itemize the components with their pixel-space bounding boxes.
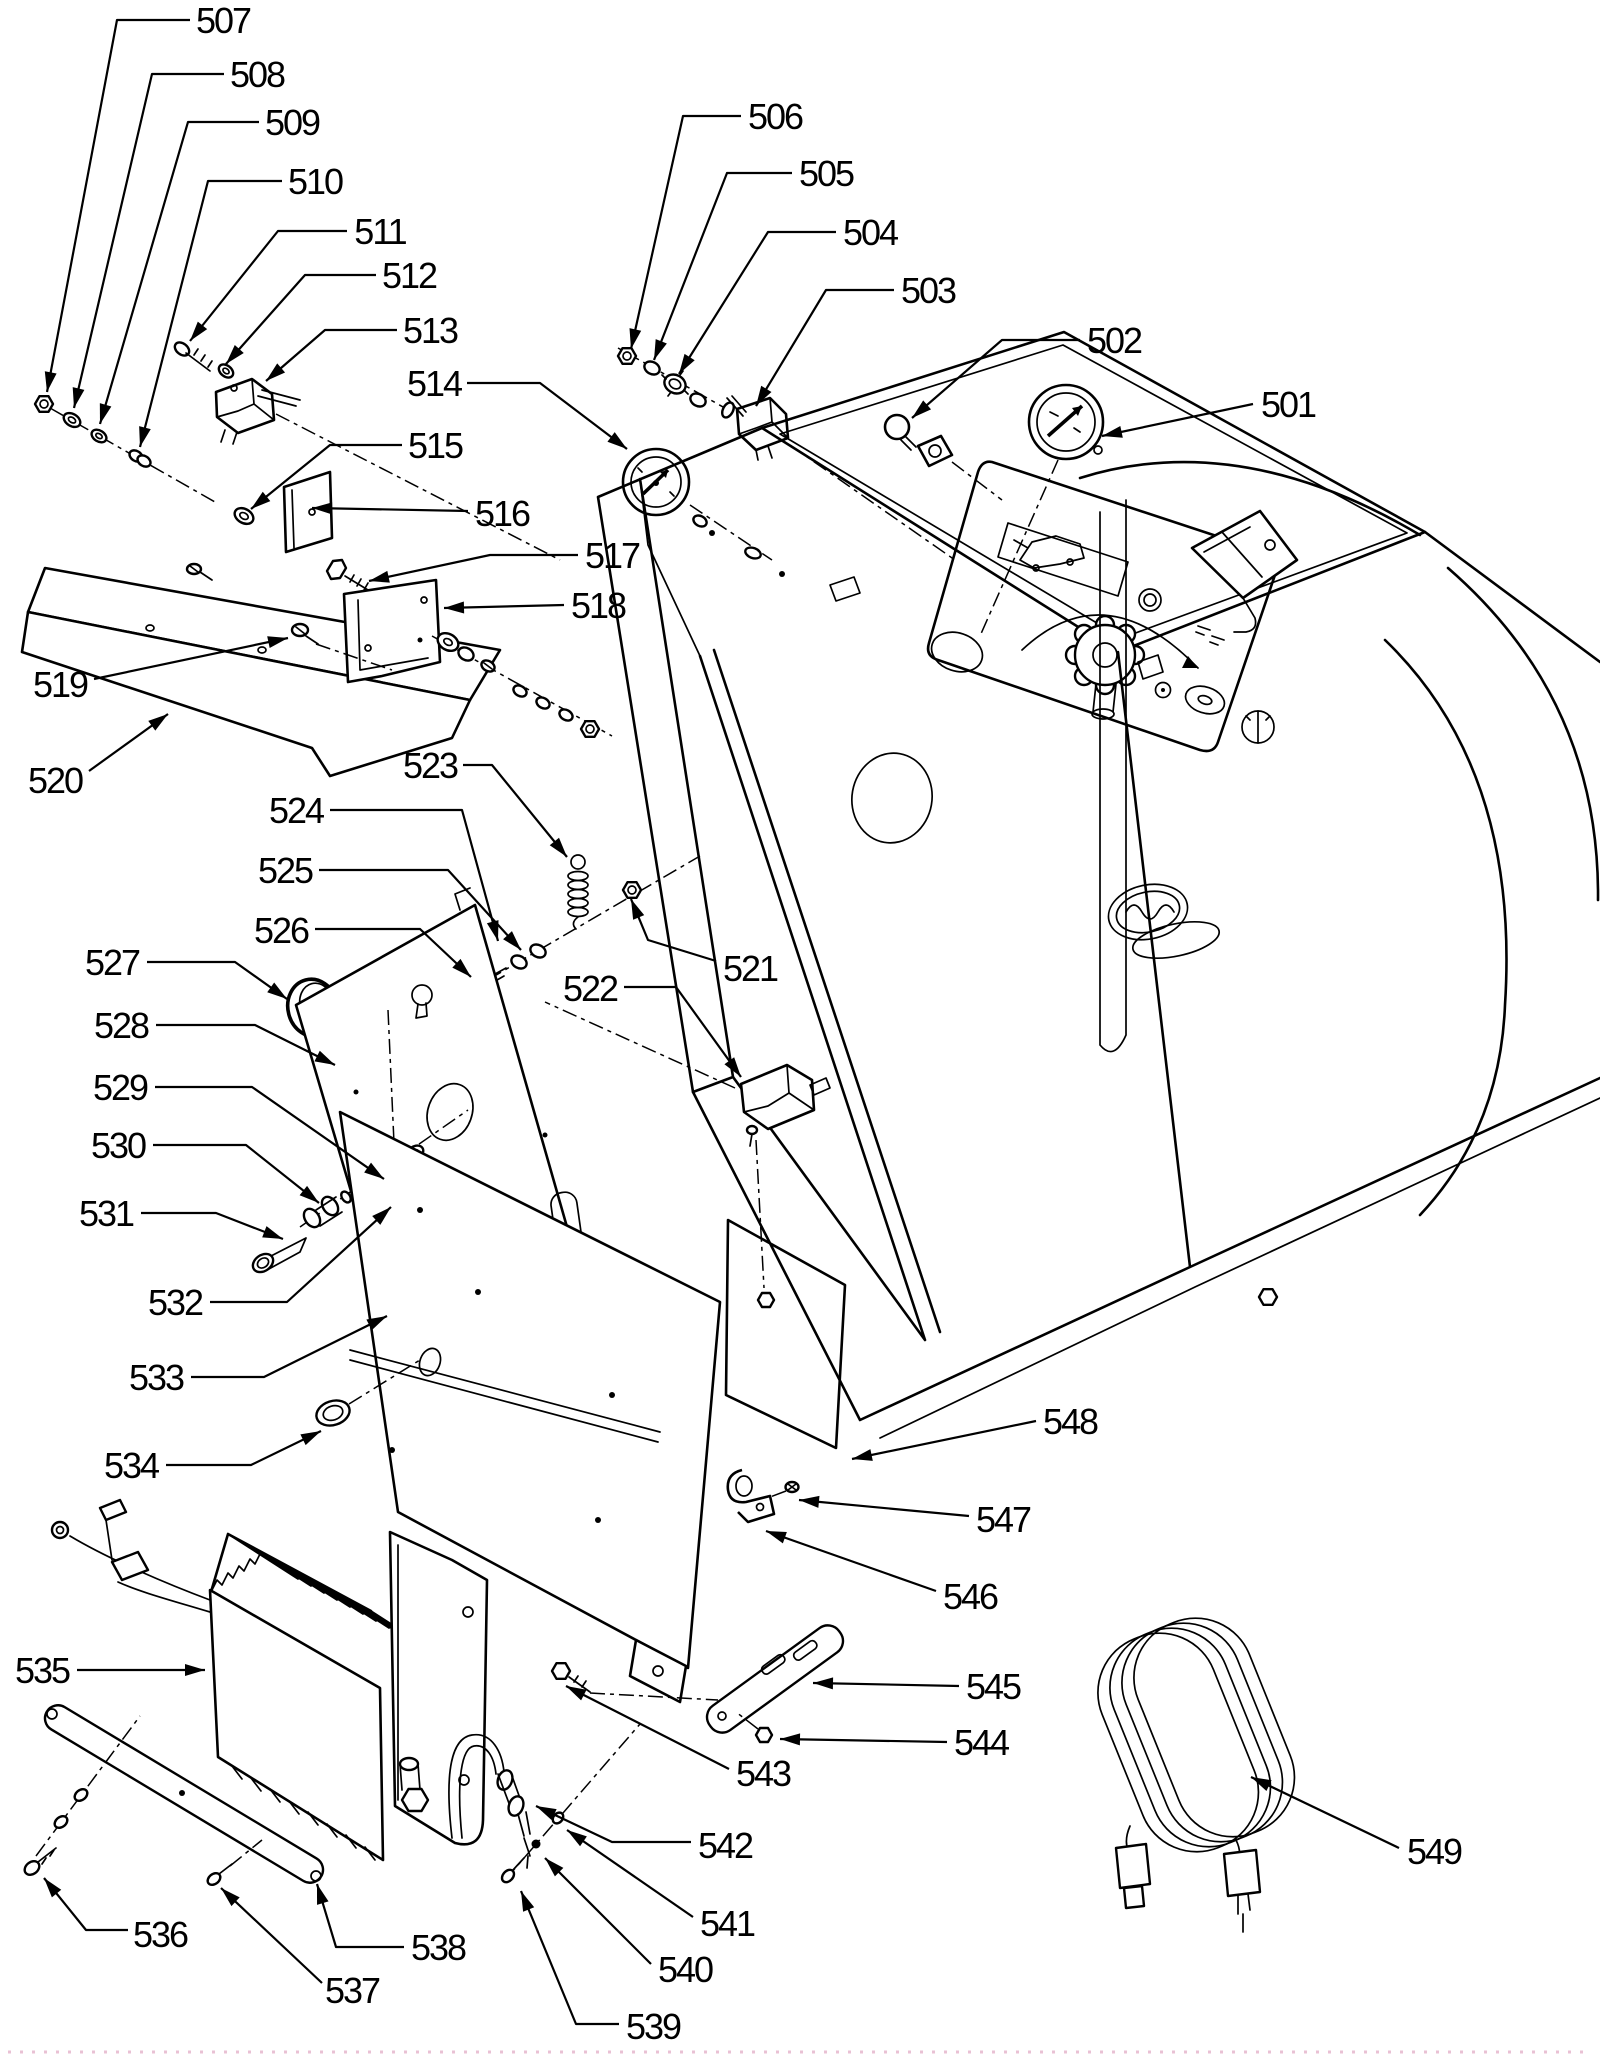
callout-518	[444, 585, 626, 626]
part-number-526: 526	[253, 909, 309, 951]
bracket-545	[701, 1620, 848, 1738]
callout-542	[536, 1806, 753, 1866]
leader-arrowhead-521	[631, 899, 644, 920]
callout-547	[799, 1496, 1031, 1540]
part-number-516: 516	[474, 492, 530, 534]
part-number-527: 527	[84, 941, 140, 983]
hex-nut-521	[623, 882, 641, 898]
washer-508	[61, 410, 83, 430]
part-number-511: 511	[354, 210, 406, 252]
callout-546	[766, 1531, 998, 1617]
leader-line-506	[631, 116, 741, 349]
part-number-503: 503	[900, 269, 956, 311]
thumbscrew-531	[249, 1238, 306, 1276]
part-number-548: 548	[1042, 1400, 1098, 1442]
part-number-546: 546	[942, 1575, 998, 1617]
leader-arrowhead-541	[567, 1830, 587, 1846]
leader-line-546	[766, 1531, 936, 1591]
part-number-508: 508	[229, 53, 285, 95]
callout-520	[28, 714, 168, 801]
part-number-530: 530	[90, 1124, 146, 1166]
leader-line-511	[190, 231, 347, 341]
bracket-516	[187, 472, 332, 580]
leader-line-531	[141, 1213, 283, 1239]
leader-line-513	[266, 330, 397, 381]
leader-arrowhead-538	[317, 1884, 329, 1905]
cord-plug	[1224, 1850, 1260, 1932]
screw-511	[172, 340, 212, 371]
part-number-531: 531	[78, 1192, 134, 1234]
part-number-544: 544	[953, 1721, 1009, 1763]
part-number-501: 501	[1260, 383, 1316, 425]
part-number-504: 504	[842, 211, 898, 253]
washer-512	[216, 362, 235, 381]
callout-537	[221, 1888, 380, 2011]
indicator-lamp-502	[885, 415, 1002, 500]
leader-line-536	[44, 1878, 128, 1930]
leader-arrowhead-548	[852, 1449, 873, 1461]
callout-521	[631, 899, 778, 989]
screw-547	[770, 1482, 799, 1497]
leader-arrowhead-547	[799, 1496, 819, 1508]
hex-nut-506	[618, 348, 636, 364]
callout-533	[129, 1316, 387, 1398]
fastener-stack-top-left	[35, 396, 215, 502]
leader-line-514	[467, 383, 627, 449]
callout-506	[630, 96, 804, 349]
part-number-513: 513	[402, 309, 458, 351]
washer-524	[528, 942, 548, 960]
part-number-529: 529	[92, 1066, 148, 1108]
leader-line-505	[654, 173, 792, 360]
part-number-505: 505	[798, 152, 854, 194]
power-cord-549	[1080, 1601, 1312, 1932]
part-number-515: 515	[407, 424, 463, 466]
callout-534	[104, 1431, 321, 1486]
part-number-533: 533	[128, 1356, 184, 1398]
leader-line-516	[312, 508, 468, 511]
callout-516	[312, 493, 530, 534]
callout-531	[79, 1193, 283, 1239]
bracket-518	[344, 580, 440, 682]
cord-connector	[1116, 1844, 1150, 1908]
part-number-522: 522	[562, 967, 618, 1009]
leader-line-501	[1102, 404, 1253, 436]
leader-arrowhead-508	[73, 387, 85, 408]
part-number-514: 514	[406, 362, 462, 404]
leader-line-523	[463, 765, 567, 857]
part-number-528: 528	[93, 1004, 149, 1046]
part-number-536: 536	[132, 1913, 188, 1955]
hour-meter-501	[980, 385, 1103, 636]
part-number-545: 545	[965, 1665, 1021, 1707]
part-number-519: 519	[32, 663, 88, 705]
leader-arrowhead-510	[139, 426, 151, 447]
part-number-540: 540	[657, 1948, 713, 1990]
hold-down-latch	[1192, 511, 1297, 632]
part-number-537: 537	[324, 1969, 380, 2011]
part-number-507: 507	[195, 0, 251, 41]
leader-line-509	[100, 122, 259, 424]
leader-line-537	[221, 1888, 322, 1983]
part-number-512: 512	[381, 254, 437, 296]
callout-549	[1251, 1777, 1462, 1872]
leader-line-539	[521, 1891, 619, 2024]
callout-504	[679, 212, 898, 374]
leader-arrowhead-520	[148, 714, 168, 731]
leader-arrowhead-527	[267, 983, 287, 999]
part-number-542: 542	[697, 1824, 753, 1866]
part-number-523: 523	[402, 744, 458, 786]
spacer-510	[127, 448, 152, 469]
leader-line-543	[566, 1686, 729, 1769]
leader-arrowhead-535	[185, 1664, 205, 1676]
callout-540	[545, 1858, 713, 1990]
washer-505	[642, 359, 662, 377]
leader-arrowhead-539	[521, 1891, 534, 1912]
leader-line-538	[317, 1884, 404, 1947]
leader-line-530	[153, 1145, 319, 1203]
leader-arrowhead-549	[1251, 1777, 1272, 1791]
callout-535	[15, 1650, 205, 1691]
star-knob	[1066, 616, 1144, 719]
hex-nut-507	[35, 396, 53, 412]
leader-arrowhead-545	[813, 1677, 833, 1689]
part-number-509: 509	[264, 101, 320, 143]
leader-line-521	[631, 899, 716, 961]
callout-503	[756, 270, 956, 406]
screw-537	[205, 1840, 262, 1887]
callout-545	[813, 1666, 1021, 1707]
leader-line-533	[191, 1316, 387, 1377]
leader-line-534	[166, 1431, 321, 1465]
leader-arrowhead-531	[262, 1226, 283, 1239]
logo-badge	[1103, 877, 1222, 965]
part-number-547: 547	[975, 1498, 1031, 1540]
leader-line-517	[369, 555, 578, 581]
leader-arrowhead-514	[607, 432, 627, 449]
fastener-chain-503-506	[618, 348, 732, 412]
part-number-525: 525	[257, 849, 313, 891]
part-number-539: 539	[625, 2005, 681, 2047]
console-body	[598, 332, 1600, 1448]
leader-line-540	[545, 1858, 651, 1964]
part-number-506: 506	[747, 95, 803, 137]
leader-arrowhead-511	[190, 322, 207, 341]
callout-536	[44, 1878, 188, 1955]
callout-515	[251, 425, 463, 509]
battery-charger-535	[52, 1500, 530, 1868]
part-number-518: 518	[570, 584, 626, 626]
leader-line-504	[679, 232, 836, 374]
callout-507	[45, 0, 251, 392]
callout-544	[780, 1722, 1009, 1763]
callout-501	[1102, 384, 1316, 438]
leader-arrowhead-530	[300, 1186, 319, 1203]
washer-509	[89, 427, 108, 445]
part-number-517: 517	[584, 534, 640, 576]
washer-525	[509, 953, 529, 971]
leader-arrowhead-517	[369, 571, 390, 583]
leader-arrowhead-506	[630, 328, 642, 349]
rect-hole	[830, 577, 860, 601]
oval-hole	[926, 626, 987, 678]
leader-line-527	[147, 962, 287, 999]
connector-542	[495, 1768, 530, 1868]
part-number-535: 535	[14, 1649, 70, 1691]
leader-arrowhead-501	[1102, 426, 1123, 438]
round-hole	[845, 747, 939, 850]
leader-arrowhead-505	[654, 339, 667, 360]
part-number-541: 541	[699, 1902, 755, 1944]
part-number-524: 524	[268, 789, 324, 831]
part-number-521: 521	[722, 947, 778, 989]
part-number-510: 510	[287, 160, 343, 202]
leader-arrowhead-534	[300, 1431, 321, 1445]
leader-arrowhead-544	[780, 1733, 800, 1745]
part-number-502: 502	[1086, 319, 1142, 361]
leader-arrowhead-518	[444, 602, 464, 614]
lock-washer-504	[661, 371, 689, 397]
callout-509	[100, 102, 320, 424]
spring-523	[568, 855, 588, 929]
leader-arrowhead-546	[766, 1531, 787, 1543]
callout-538	[317, 1884, 466, 1968]
leader-line-548	[852, 1421, 1036, 1459]
callout-548	[852, 1401, 1098, 1461]
leader-arrowhead-504	[679, 354, 695, 374]
callout-505	[654, 153, 854, 360]
gauge-514	[623, 449, 772, 560]
cable-clamp-546	[728, 1470, 774, 1522]
key-switch	[1139, 589, 1161, 611]
instrument-cluster	[928, 462, 1277, 751]
leader-line-545	[813, 1683, 959, 1686]
callout-530	[91, 1125, 319, 1203]
part-number-543: 543	[735, 1752, 791, 1794]
leader-line-503	[756, 290, 894, 406]
callout-523	[403, 745, 567, 857]
part-number-538: 538	[410, 1926, 466, 1968]
part-number-532: 532	[147, 1281, 203, 1323]
leader-arrowhead-509	[100, 403, 112, 424]
callout-517	[369, 535, 640, 583]
toggle-switch-503	[720, 396, 955, 560]
part-number-534: 534	[103, 1444, 159, 1486]
leader-line-547	[799, 1500, 969, 1516]
part-number-520: 520	[27, 759, 83, 801]
part-number-549: 549	[1406, 1830, 1462, 1872]
leader-line-544	[780, 1739, 947, 1742]
hex-nut-544	[736, 1712, 772, 1742]
bolt-517	[327, 560, 368, 590]
decal-548	[726, 1220, 845, 1448]
